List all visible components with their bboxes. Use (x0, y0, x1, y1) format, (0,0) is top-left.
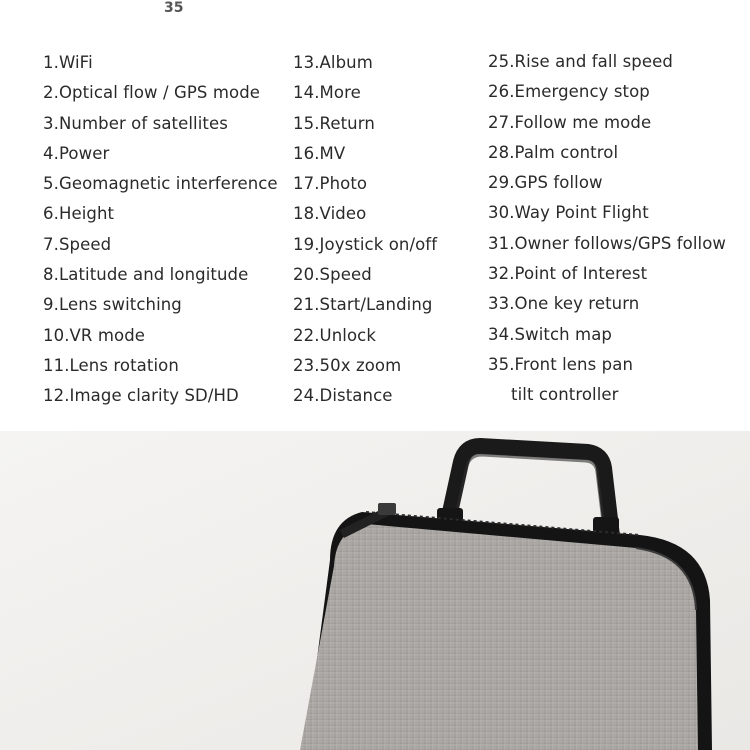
legend-item: 30.Way Point Flight (488, 203, 649, 223)
carry-case (300, 512, 712, 750)
legend-item: 24.Distance (293, 386, 393, 406)
case-fabric-lid (300, 524, 698, 750)
legend-item: 12.Image clarity SD/HD (43, 386, 239, 406)
legend-item: 11.Lens rotation (43, 355, 179, 375)
legend-item: 33.One key return (488, 294, 640, 314)
legend-item: 28.Palm control (488, 142, 619, 162)
legend-column-3 (488, 47, 726, 411)
legend-item: 22.Unlock (293, 325, 376, 345)
legend-item: 17.Photo (293, 174, 368, 194)
legend-item: 14.More (293, 83, 361, 103)
legend-item: 26.Emergency stop (488, 82, 650, 102)
legend-item: 29.GPS follow (488, 173, 603, 193)
legend-item: 6.Height (43, 204, 115, 224)
legend-column-2 (293, 48, 437, 412)
legend-item: 16.MV (293, 143, 346, 163)
legend-item: 25.Rise and fall speed (488, 52, 673, 71)
legend-item: 32.Point of Interest (488, 264, 648, 284)
legend-item: 19.Joystick on/off (293, 234, 438, 254)
legend-item: 8.Latitude and longitude (43, 265, 249, 285)
legend-item: 18.Video (293, 204, 367, 224)
legend-item: 9.Lens switching (43, 295, 182, 315)
legend-item: 21.Start/Landing (293, 295, 433, 315)
legend-item: 35.Front lens pan (488, 354, 633, 374)
carry-case-photo (0, 431, 750, 750)
legend-item: 5.Geomagnetic interference (43, 174, 278, 194)
legend-item: 4.Power (43, 143, 110, 163)
legend-item-continuation: tilt controller (511, 385, 619, 405)
legend-item: 20.Speed (293, 265, 372, 285)
legend-item: 15.Return (293, 113, 375, 133)
legend-item: 31.Owner follows/GPS follow (488, 233, 726, 253)
legend-item: 7.Speed (43, 234, 112, 254)
legend-item: 27.Follow me mode (488, 112, 652, 132)
legend-item: 34.Switch map (488, 324, 612, 344)
legend-item: 23.50x zoom (293, 355, 402, 375)
legend-item: 2.Optical flow / GPS mode (43, 83, 261, 103)
top-number: 35 (164, 0, 184, 16)
legend-item: 3.Number of satellites (43, 113, 228, 133)
legend-item: 13.Album (293, 53, 373, 72)
legend-item: 10.VR mode (43, 325, 146, 345)
legend-item: 1.WiFi (43, 53, 93, 72)
legend-column-1 (43, 48, 278, 412)
